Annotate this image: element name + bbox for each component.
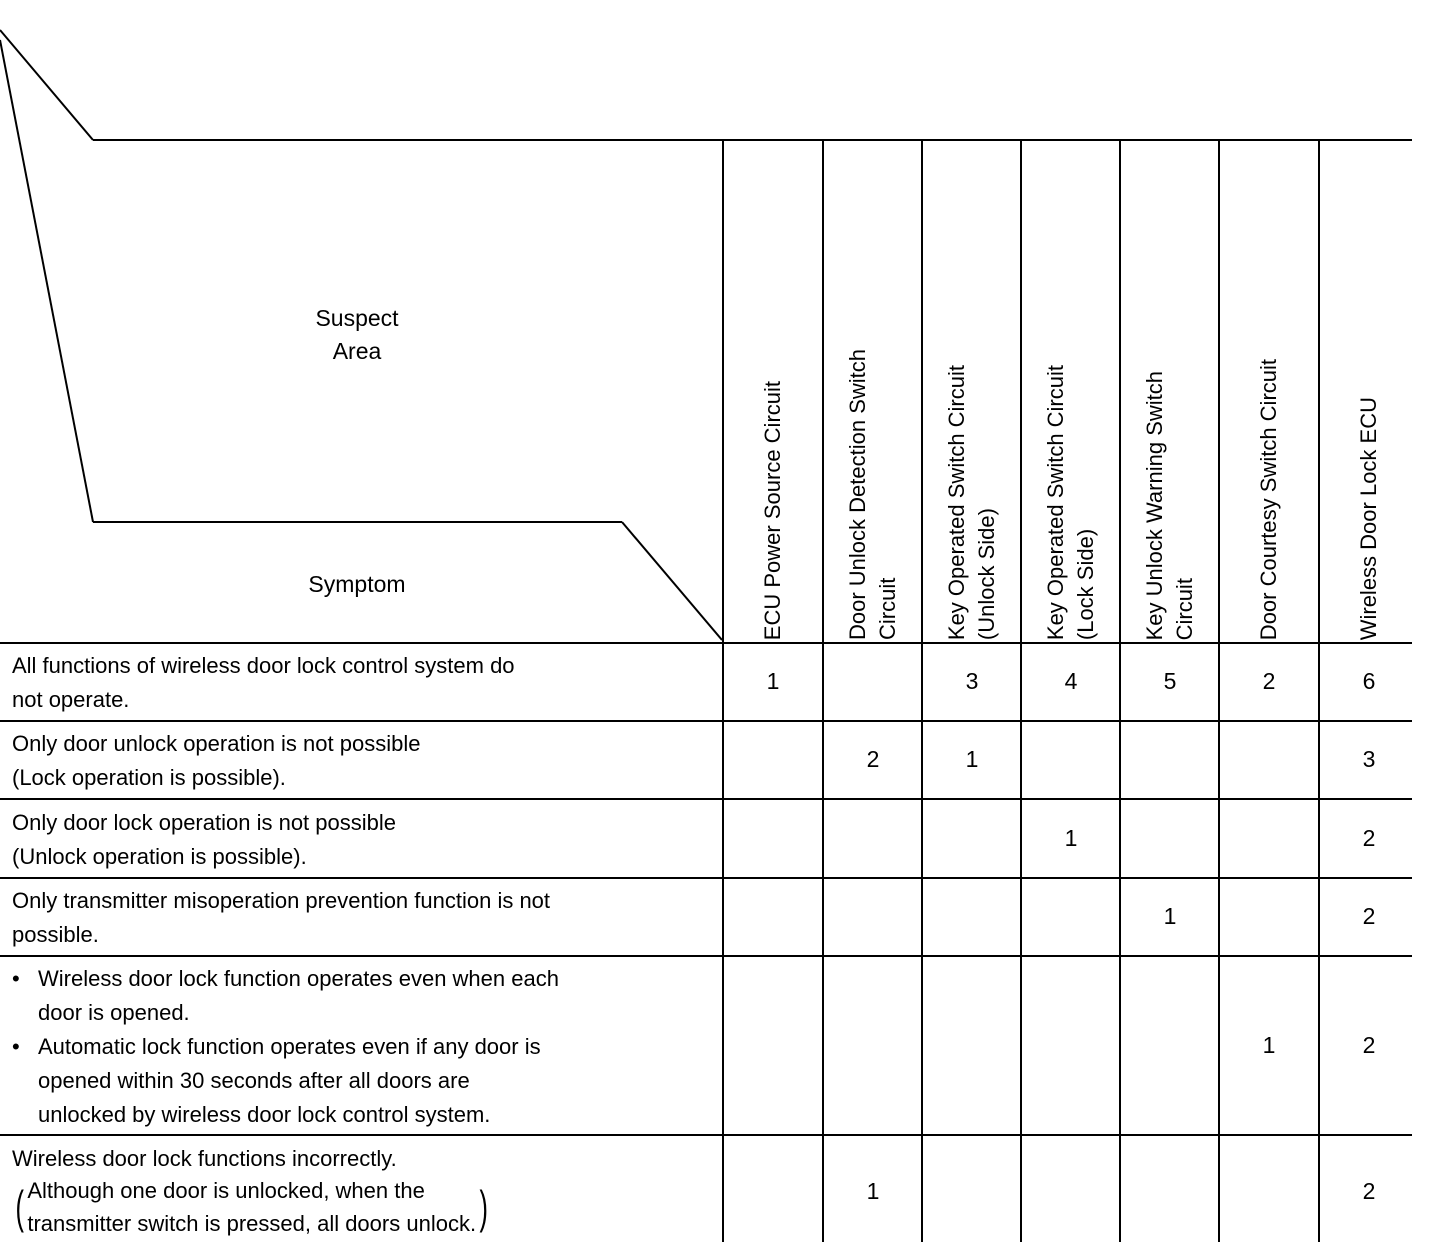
priority-cell: 1 xyxy=(866,1178,880,1204)
symptom-row-6: Wireless door lock functions incorrectly. ( Although one door is unlocked, when the transmitter switch is pressed, all doors unlock. ) xyxy=(12,1142,712,1242)
parenthetical-note: ( Although one door is unlocked, when the transmitter switch is pressed, all doors unlock. ) xyxy=(15,1178,488,1236)
priority-cell: 2 xyxy=(1362,1031,1376,1058)
column-header-door-courtesy: Door Courtesy Switch Circuit xyxy=(1256,358,1281,640)
column-header-key-switch-unlock: Key Operated Switch Circuit (Unlock Side) xyxy=(944,364,999,640)
symptom-row-5: • Wireless door lock function operates even when each door is opened. • Automatic lock function operates even if any door is opened within 30 seconds after all doors are unlocked by wireless door lock control system. xyxy=(12,958,712,1135)
priority-cell: 1 xyxy=(766,668,780,694)
bullet-item: • Automatic lock function operates even if any door is xyxy=(12,1033,541,1059)
symptom-label: Symptom xyxy=(308,571,406,597)
header-diagonal-bottom xyxy=(622,522,722,640)
priority-cell: 3 xyxy=(1362,746,1376,772)
bullet-item: • Wireless door lock function operates even when each xyxy=(12,965,559,991)
header-diagonal-top xyxy=(0,30,93,140)
column-header-wireless-ecu: Wireless Door Lock ECU xyxy=(1356,396,1381,640)
priority-cell: 3 xyxy=(965,668,979,694)
priority-cell: 1 xyxy=(965,746,979,772)
priority-cell: 1 xyxy=(1064,824,1078,851)
priority-cell: 6 xyxy=(1362,668,1376,694)
priority-cell: 2 xyxy=(1362,1178,1376,1204)
column-header-ecu-power-source: ECU Power Source Circuit xyxy=(760,380,785,640)
column-header-door-unlock-detection: Door Unlock Detection Switch Circuit xyxy=(845,348,900,640)
symptom-row-2: Only door unlock operation is not possible (Lock operation is possible). xyxy=(12,731,421,790)
symptom-row-4: Only transmitter misoperation prevention function is not possible. xyxy=(12,888,551,947)
suspect-area-label: Suspect Area xyxy=(315,305,399,364)
symptom-row-3: Only door lock operation is not possible (Unlock operation is possible). xyxy=(12,809,396,869)
priority-cell: 4 xyxy=(1064,668,1078,694)
priority-cell: 2 xyxy=(1362,824,1376,851)
header-diagonal-left xyxy=(0,40,93,522)
open-paren: ( xyxy=(15,1181,24,1233)
column-header-key-unlock-warning: Key Unlock Warning Switch Circuit xyxy=(1142,370,1197,640)
priority-cell: 1 xyxy=(1262,1031,1276,1058)
close-paren: ) xyxy=(479,1181,488,1233)
priority-cell: 2 xyxy=(866,746,880,772)
priority-cell: 2 xyxy=(1262,668,1276,694)
priority-cell: 1 xyxy=(1163,903,1177,929)
symptom-row-1: All functions of wireless door lock control system do not operate. xyxy=(12,653,515,712)
column-header-key-switch-lock: Key Operated Switch Circuit (Lock Side) xyxy=(1043,364,1098,640)
priority-cell: 5 xyxy=(1163,668,1177,694)
priority-cell: 2 xyxy=(1362,903,1376,929)
